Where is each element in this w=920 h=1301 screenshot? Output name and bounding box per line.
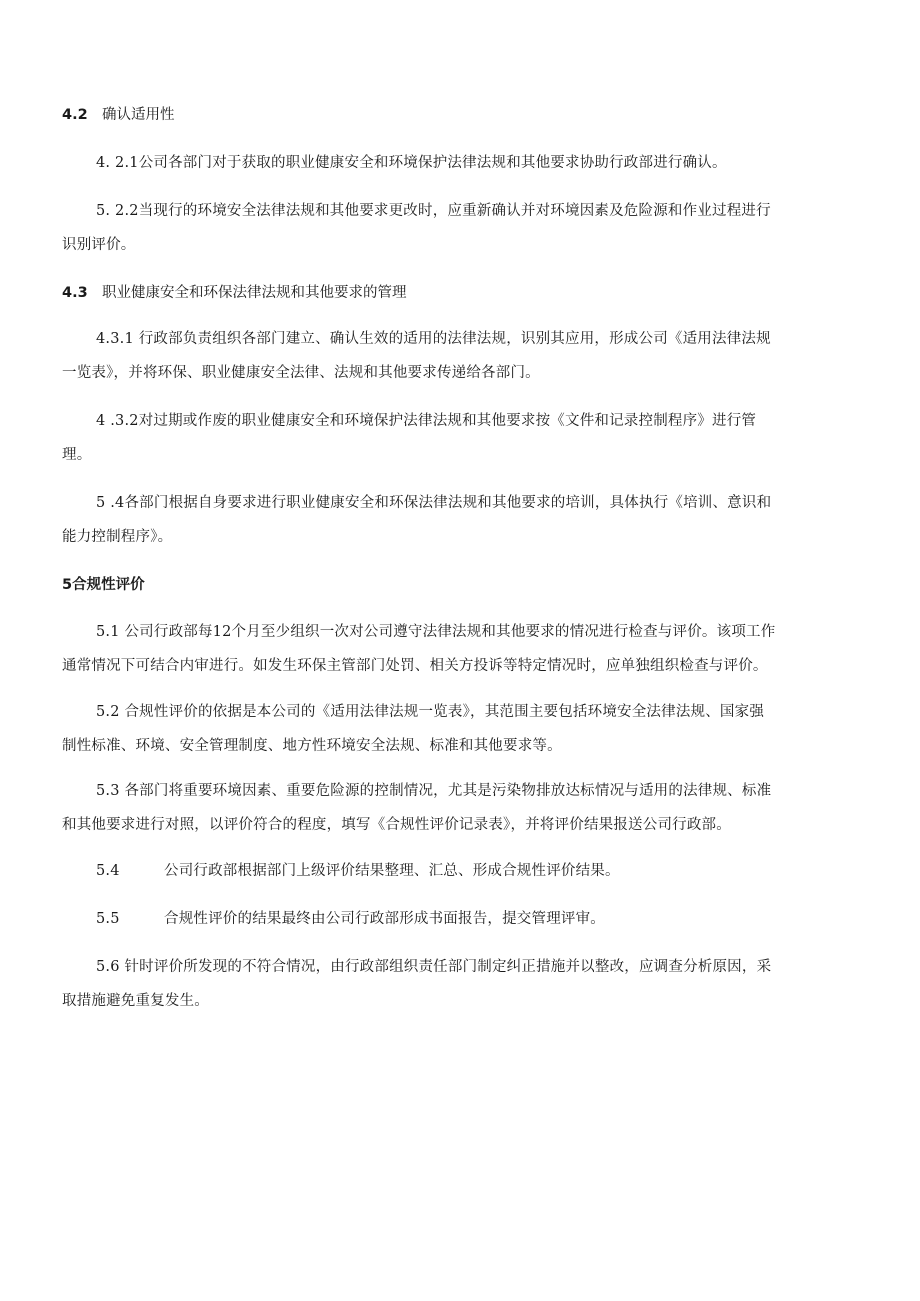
paragraph-5-6 xyxy=(62,950,822,1018)
section-title: 5合规性评价 xyxy=(62,577,145,593)
section-number: 4.2 xyxy=(62,107,88,123)
paragraph-5-2 xyxy=(62,695,822,763)
paragraph-line: 能力控制程序》。 xyxy=(62,529,173,545)
paragraph-line: 理。 xyxy=(62,447,92,463)
paragraph-4-2-2 xyxy=(62,194,822,262)
paragraph-line: 5.1 公司行政部每12个月至少组织一次对公司遵守法律法规和其他要求的情况进行检查与评价。该项工作 xyxy=(96,624,776,640)
paragraph-line: 4. 2.1公司各部门对于获取的职业健康安全和环境保护法律法规和其他要求协助行政部进行确认。 xyxy=(96,155,727,171)
clause-text: 合规性评价的结果最终由公司行政部形成书面报告，提交管理评审。 xyxy=(164,911,605,927)
paragraph-line: 5.6 针时评价所发现的不符合情况，由行政部组织责任部门制定纠正措施并以整改，应调查分析原因，采 xyxy=(96,959,772,975)
clause-text: 公司行政部根据部门上级评价结果整理、汇总、形成合规性评价结果。 xyxy=(164,863,620,879)
clause-number: 5.4 xyxy=(96,863,120,879)
section-title: 确认适用性 xyxy=(102,107,175,123)
paragraph-4-2-1 xyxy=(62,146,822,180)
paragraph-4-3-3 xyxy=(62,486,822,554)
section-title: 职业健康安全和环保法律法规和其他要求的管理 xyxy=(102,285,407,301)
clause-number: 5.5 xyxy=(96,911,120,927)
paragraph-4-3-2 xyxy=(62,404,822,472)
paragraph-5-1 xyxy=(62,615,822,683)
paragraph-line: 一览表》，并将环保、职业健康安全法律、法规和其他要求传递给各部门。 xyxy=(62,365,540,381)
paragraph-line: 5.3 各部门将重要环境因素、重要危险源的控制情况，尤其是污染物排放达标情况与适用的法律规、标准 xyxy=(96,783,772,799)
paragraph-line: 5. 2.2当现行的环境安全法律法规和其他要求更改时，应重新确认并对环境因素及危险源和作业过程进行 xyxy=(96,203,771,219)
paragraph-line: 5.2 合规性评价的依据是本公司的《适用法律法规一览表》，其范围主要包括环境安全法律法规、国家强 xyxy=(96,704,765,720)
paragraph-line: 4.3.1 行政部负责组织各部门建立、确认生效的适用的法律法规，识别其应用，形成公司《适用法律法规 xyxy=(96,331,771,347)
section-number: 4.3 xyxy=(62,285,88,301)
paragraph-line: 取措施避免重复发生。 xyxy=(62,993,209,1009)
paragraph-line: 制性标准、环境、安全管理制度、地方性环境安全法规、标准和其他要求等。 xyxy=(62,738,562,754)
paragraph-4-3-1 xyxy=(62,322,822,390)
paragraph-line: 和其他要求进行对照，以评价符合的程度，填写《合规性评价记录表》，并将评价结果报送公司行政部。 xyxy=(62,817,731,833)
section-heading-4-2 xyxy=(62,105,175,125)
paragraph-5-5 xyxy=(96,909,605,929)
paragraph-5-4 xyxy=(96,861,620,881)
section-heading-5 xyxy=(62,575,145,595)
paragraph-line: 5 .4各部门根据自身要求进行职业健康安全和环保法律法规和其他要求的培训，具体执行《培训、意识和 xyxy=(96,495,772,511)
paragraph-line: 识别评价。 xyxy=(62,237,136,253)
paragraph-line: 通常情况下可结合内审进行。如发生环保主管部门处罚、相关方投诉等特定情况时，应单独组织检查与评价。 xyxy=(62,658,768,674)
section-heading-4-3 xyxy=(62,283,407,303)
paragraph-5-3 xyxy=(62,774,822,842)
paragraph-line: 4 .3.2对过期或作废的职业健康安全和环境保护法律法规和其他要求按《文件和记录控制程序》进行管 xyxy=(96,413,757,429)
